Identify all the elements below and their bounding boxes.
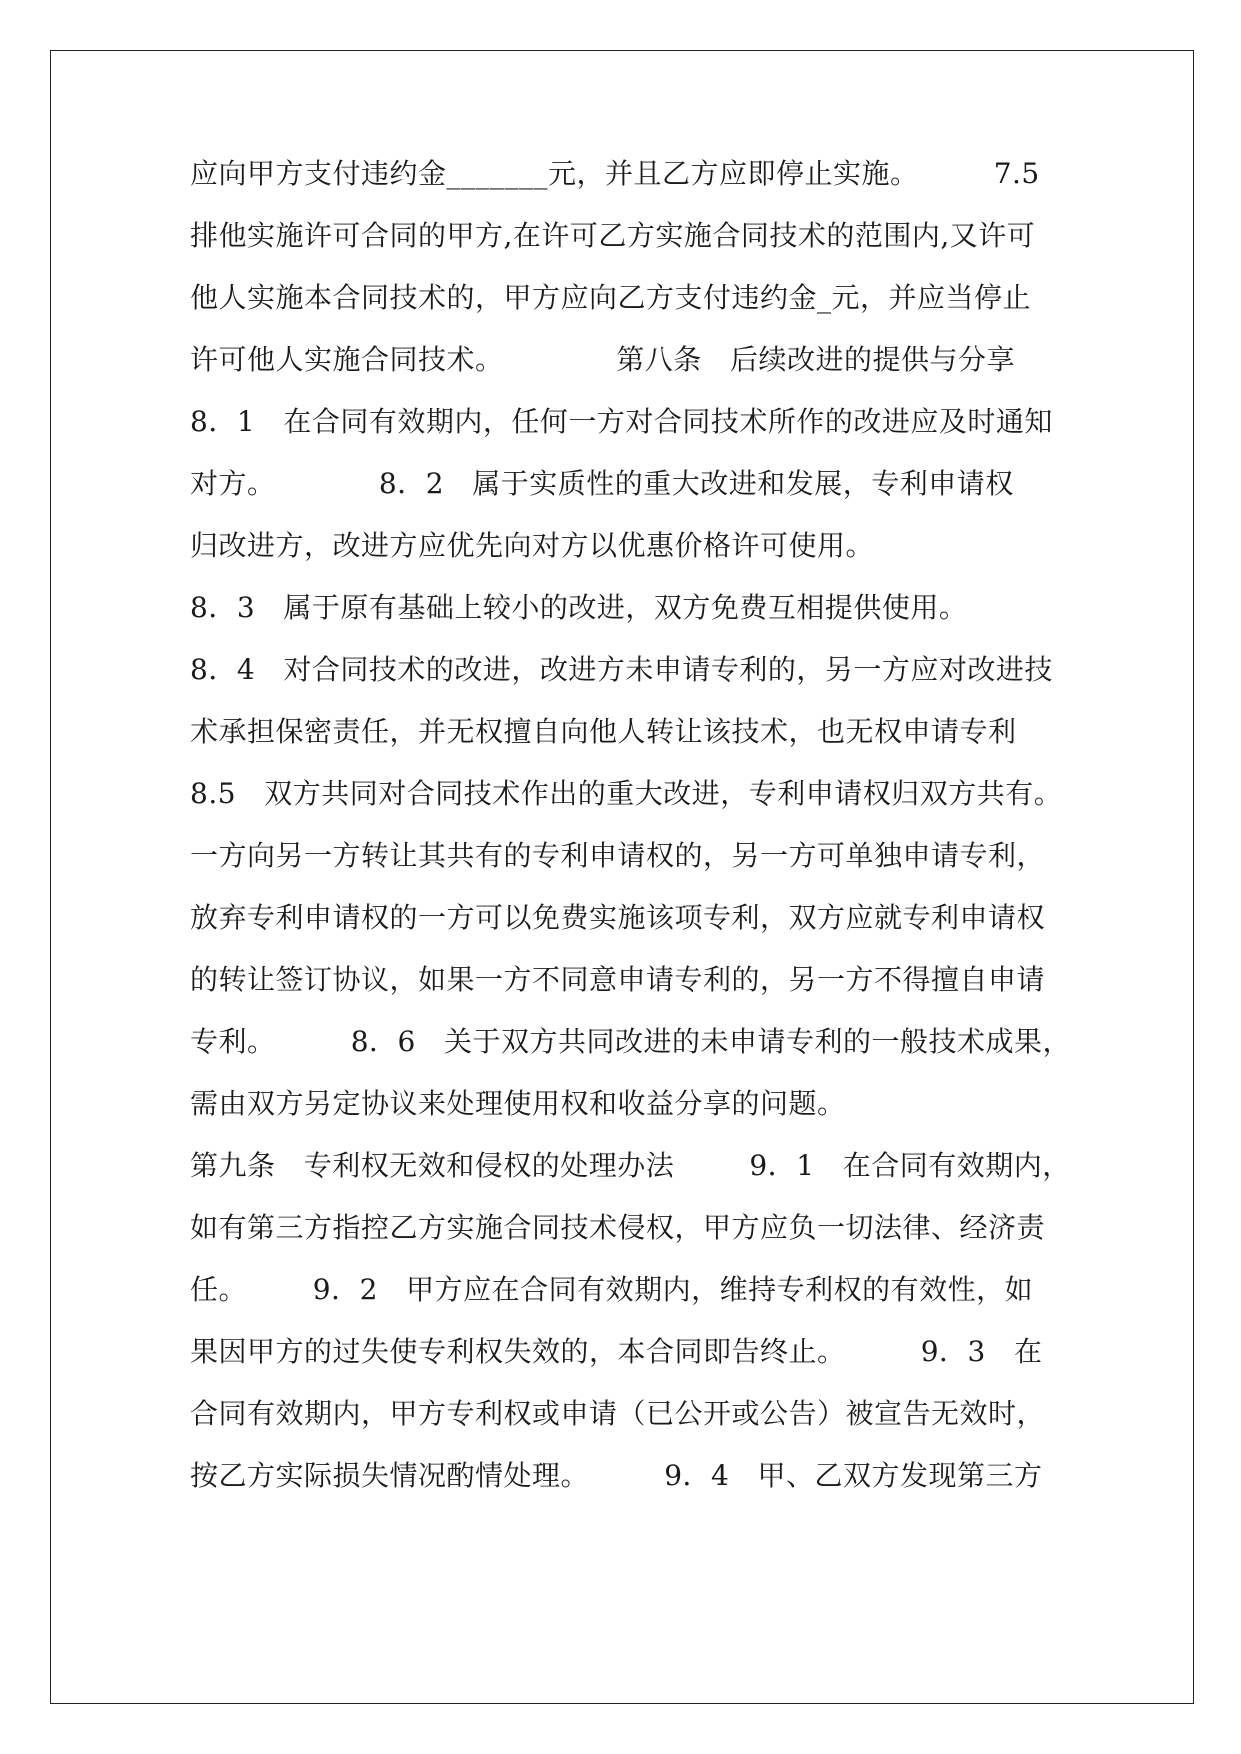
text-line: 8．1 在合同有效期内，任何一方对合同技术所作的改进应及时通知 bbox=[190, 405, 1053, 438]
text-line: 一方向另一方转让其共有的专利申请权的，另一方可单独申请专利， bbox=[190, 839, 1046, 872]
text-line: 对方。 8．2 属于实质性的重大改进和发展，专利申请权 bbox=[190, 467, 1014, 500]
text-line: 8．4 对合同技术的改进，改进方未申请专利的，另一方应对改进技 bbox=[190, 653, 1053, 686]
text-line: 如有第三方指控乙方实施合同技术侵权，甲方应负一切法律、经济责 bbox=[190, 1211, 1046, 1244]
text-line: 需由双方另定协议来处理使用权和收益分享的问题。 bbox=[190, 1087, 846, 1120]
text-line: 第九条 专利权无效和侵权的处理办法 9．1 在合同有效期内， bbox=[190, 1149, 1071, 1182]
text-line: 的转让签订协议，如果一方不同意申请专利的，另一方不得擅自申请 bbox=[190, 963, 1046, 996]
text-line: 许可他人实施合同技术。 第八条 后续改进的提供与分享 bbox=[190, 343, 1016, 376]
text-line: 术承担保密责任，并无权擅自向他人转让该技术，也无权申请专利 bbox=[190, 715, 1017, 748]
text-line: 他人实施本合同技术的，甲方应向乙方支付违约金_元，并应当停止 bbox=[190, 281, 1032, 314]
text-line: 应向甲方支付违约金_______元，并且乙方应即停止实施。 7.5 bbox=[190, 157, 1040, 190]
text-line: 任。 9．2 甲方应在合同有效期内，维持专利权的有效性，如 bbox=[190, 1273, 1034, 1306]
text-line: 放弃专利申请权的一方可以免费实施该项专利，双方应就专利申请权 bbox=[190, 901, 1046, 934]
text-line: 按乙方实际损失情况酌情处理。 9．4 甲、乙双方发现第三方 bbox=[190, 1459, 1043, 1492]
text-line: 8.5 双方共同对合同技术作出的重大改进，专利申请权归双方共有。 bbox=[190, 777, 1063, 810]
text-line: 专利。 8．6 关于双方共同改进的未申请专利的一般技术成果， bbox=[190, 1025, 1072, 1058]
text-line: 归改进方，改进方应优先向对方以优惠价格许可使用。 bbox=[190, 529, 875, 562]
text-line: 果因甲方的过失使专利权失效的，本合同即告终止。 9．3 在 bbox=[190, 1335, 1043, 1368]
text-line: 合同有效期内，甲方专利权或申请（已公开或公告）被宣告无效时， bbox=[190, 1397, 1046, 1430]
text-line: 排他实施许可合同的甲方,在许可乙方实施合同技术的范围内,又许可 bbox=[190, 219, 1036, 252]
text-line: 8．3 属于原有基础上较小的改进，双方免费互相提供使用。 bbox=[190, 591, 968, 624]
document-body bbox=[190, 159, 1070, 1523]
